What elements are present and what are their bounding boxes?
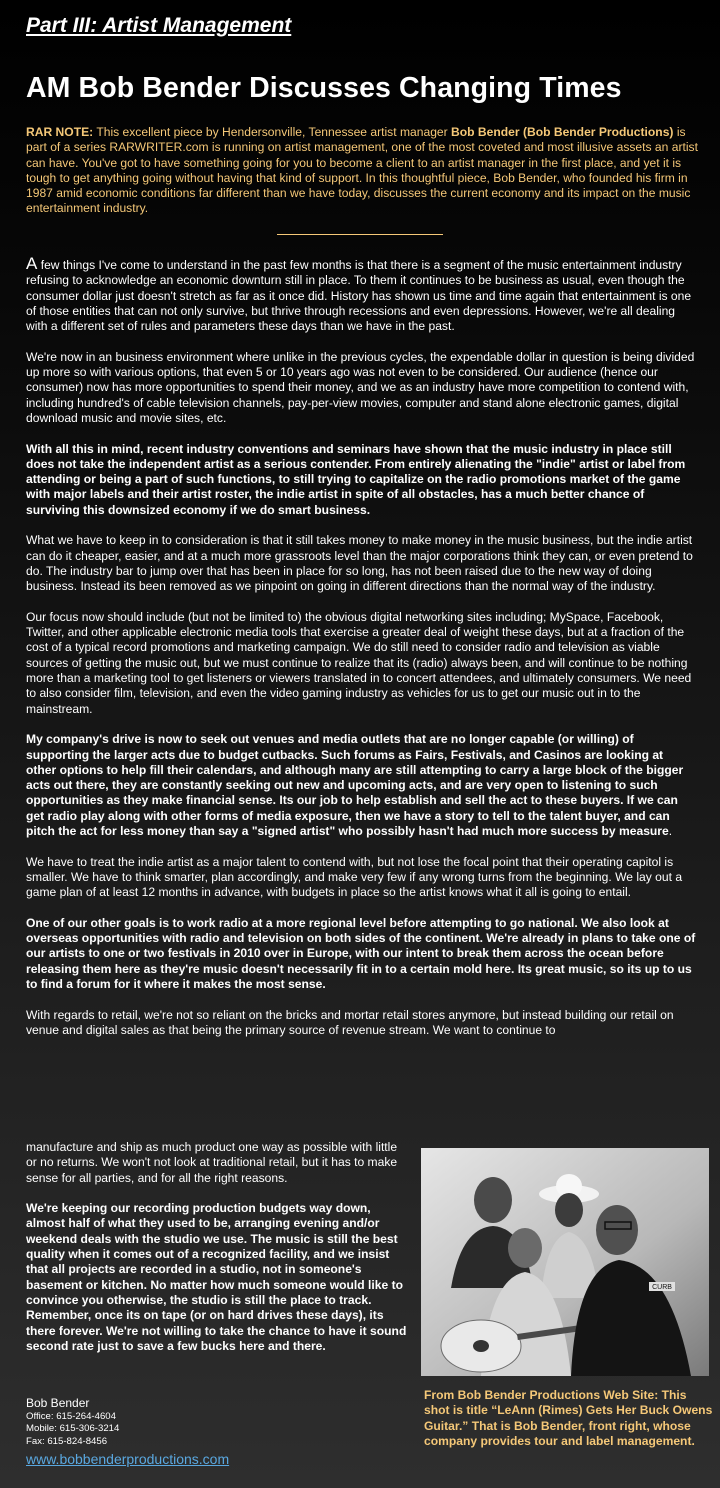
contact-fax: Fax: 615-824-8456 bbox=[26, 1435, 108, 1447]
contact-office-phone: Office: 615-264-4604 bbox=[26, 1411, 116, 1422]
rar-note-text-1: This excellent piece by Hendersonville, Tennessee artist manager bbox=[93, 125, 452, 139]
contact-block bbox=[26, 1396, 386, 1469]
section-title: Part III: Artist Management bbox=[26, 14, 292, 37]
rar-note bbox=[26, 125, 698, 217]
article-body bbox=[26, 254, 696, 1038]
website-link[interactable]: www.bobbenderproductions.com bbox=[26, 1451, 230, 1468]
rar-note-author: Bob Bender (Bob Bender Productions) bbox=[451, 125, 674, 139]
article-paragraph-1 bbox=[26, 254, 696, 334]
paragraph-6-tail: . bbox=[668, 823, 673, 838]
note-divider bbox=[277, 234, 443, 235]
article-paragraph-3: With all this in mind, recent industry conventions and seminars have shown that the music industry in place still does not take the independent artist as a serious contender. From entirely alienating the "indie" artist or label from attending or being a part of such functions, to still trying to capitalize on the radio promotions market of the game with major labels and their artist roster, the indie artist in spite of all obstacles, has a much better chance of surviving this downsized economy if we do smart business. bbox=[26, 441, 686, 517]
rar-note-text-2: is part of a series RARWRITER.com is running on artist management, one of the most coveted and most illusive assets an artist can have. You've got to have something going for you to become a client to an artist manager in the first place, and yet it is tough to get anything going without having that kind of support. In this thoughtful piece, Bob Bender, who founded his firm in 1987 amid economic conditions far different than we have today, discusses the current economy and its impact on the music entertainment industry. bbox=[26, 125, 698, 216]
article-paragraph-8: One of our other goals is to work radio at a more regional level before attempting to go national. We also look at overseas opportunities with radio and television on both sides of the continent. We're already in plans to take one of our artists to one or two festivals in 2010 over in Europe, with our intent to break them across the ocean before releasing them here as they're music doesn't necessarily fit in to a certain mold here. Its great music, so its up to us to find a forum for it where it makes the most sense. bbox=[26, 915, 696, 991]
contact-mobile-phone: Mobile: 615-306-3214 bbox=[26, 1423, 120, 1435]
article-paragraph-6 bbox=[26, 732, 696, 839]
article-wrapped-column bbox=[26, 1140, 408, 1369]
article-paragraph-5: Our focus now should include (but not be limited to) the obvious digital networking sites including; MySpace, Facebook, Twitter, and other applicable electronic media tools that exercise a greater deal of weight these days, but at a fraction of the cost of a typical record promotions and marketing campaign. We do still need to consider radio and television as viable sources of getting the music out, but we must continue to realize that its (radio) always been, and will continue to be nothing more than a marketing tool to get listeners or viewers translated in to concert attendees, and ultimately consumers. We need to also consider film, television, and even the video gaming industry as vehicles for us to get our music out in to the mainstream. bbox=[26, 609, 692, 716]
dropcap-letter: A bbox=[26, 254, 38, 273]
article-paragraph-7: We have to treat the indie artist as a major talent to contend with, but not lose the focal point that their operating capitol is smaller. We have to think smarter, plan accordingly, and make very few if any wrong turns from the beginning. We lay out a game plan of at least 12 months in advance, with budgets in place so the artist knows what it all is going to entail. bbox=[26, 854, 683, 900]
contact-name: Bob Bender bbox=[26, 1396, 90, 1410]
article-paragraph-9-rest: manufacture and ship as much product one way as possible with little or no returns. We won't not look at traditional retail, but it has to make sense for all parties, and for all the right reasons. bbox=[26, 1140, 398, 1185]
paragraph-1-text: few things I've come to understand in the past few months is that there is a segment of the music entertainment industry refusing to acknowledge an economic downturn still in place. To them it continues to be business as usual, even though the consumer dollar just doesn't stretch as far as it once did. History has shown us time and time again that entertainment is one of those entities that can not only survive, but thrive through recessions and even depressions. However, we're all dealing with a different set of rules and parameters these days than we have in the past. bbox=[26, 258, 692, 334]
article-headline: AM Bob Bender Discusses Changing Times bbox=[26, 72, 622, 104]
photo-caption: From Bob Bender Productions Web Site: This shot is title “LeAnn (Rimes) Gets Her Buck Owens Guitar.” That is Bob Bender, front right, whose company provides tour and label management. bbox=[424, 1388, 713, 1448]
article-paragraph-2: We're now in an business environment where unlike in the previous cycles, the expendable dollar in question is being divided up more so with various options, that even 5 or 10 years ago was not even to be considered. Our audience (hence our consumer) now has more opportunities to spend their money, and we as an industry have more competition to contend with, including hundred's of cable television channels, pay-per-view movies, computer and stand alone electronic games, digital download music and movie sites, etc. bbox=[26, 349, 695, 425]
article-paragraph-10: We're keeping our recording production budgets way down, almost half of what they used to be, arranging evening and/or weekend deals with the studio we use. The music is still the best quality when it comes out of a recognized facility, and we insist that all projects are recorded in a studio, not in someone's basement or kitchen. No matter how much someone would like to convince you otherwise, the studio is still the place to track. Remember, once its on tape (or on hard drives these days), its there forever. We're not willing to take the chance to have it sound second rate just to save a few bucks here and there. bbox=[26, 1201, 407, 1353]
article-paragraph-4: What we have to keep in to consideration is that it still takes money to make money in the music business, but the indie artist can do it cheaper, easier, and at a much more grassroots level than the major corporations think they can, or even pretend to do. The industry bar to jump over that has been in place for so long, has not been raised due to the new way of doing business. Instead its been removed as we pinpoint on going in different directions than the normal way of the industry. bbox=[26, 533, 693, 594]
rar-note-label: RAR NOTE: bbox=[26, 125, 94, 139]
guitar-brand-label: CURB bbox=[652, 1284, 672, 1291]
article-paragraph-9-line-1: With regards to retail, we're not so reliant on the bricks and mortar retail stores anymore, but instead building our retail on venue and digital sales as that being the primary source of revenue stream. We want to continue to bbox=[26, 1007, 674, 1037]
band-photo bbox=[421, 1148, 709, 1376]
paragraph-6-bold: My company's drive is now to seek out venues and media outlets that are no longer capable (or willing) of supporting the larger acts due to budget cutbacks. Such forums as Fairs, Festivals, and Casinos are looking at other options to help fill their calendars, and although many are still attempting to carry a large block of the bigger acts out there, they are constantly seeking out new and upcoming acts, and are very open to listening to such opportunities as they make financial sense. Its our job to help establish and sell the act to these buyers. If we can get radio play along with other forms of media exposure, then we have a story to tell to the talent buyer, and can pitch the act for less money than say a "signed artist" who possibly hasn't had much more success by measure bbox=[26, 732, 684, 838]
band-photo-illustration bbox=[421, 1148, 709, 1376]
